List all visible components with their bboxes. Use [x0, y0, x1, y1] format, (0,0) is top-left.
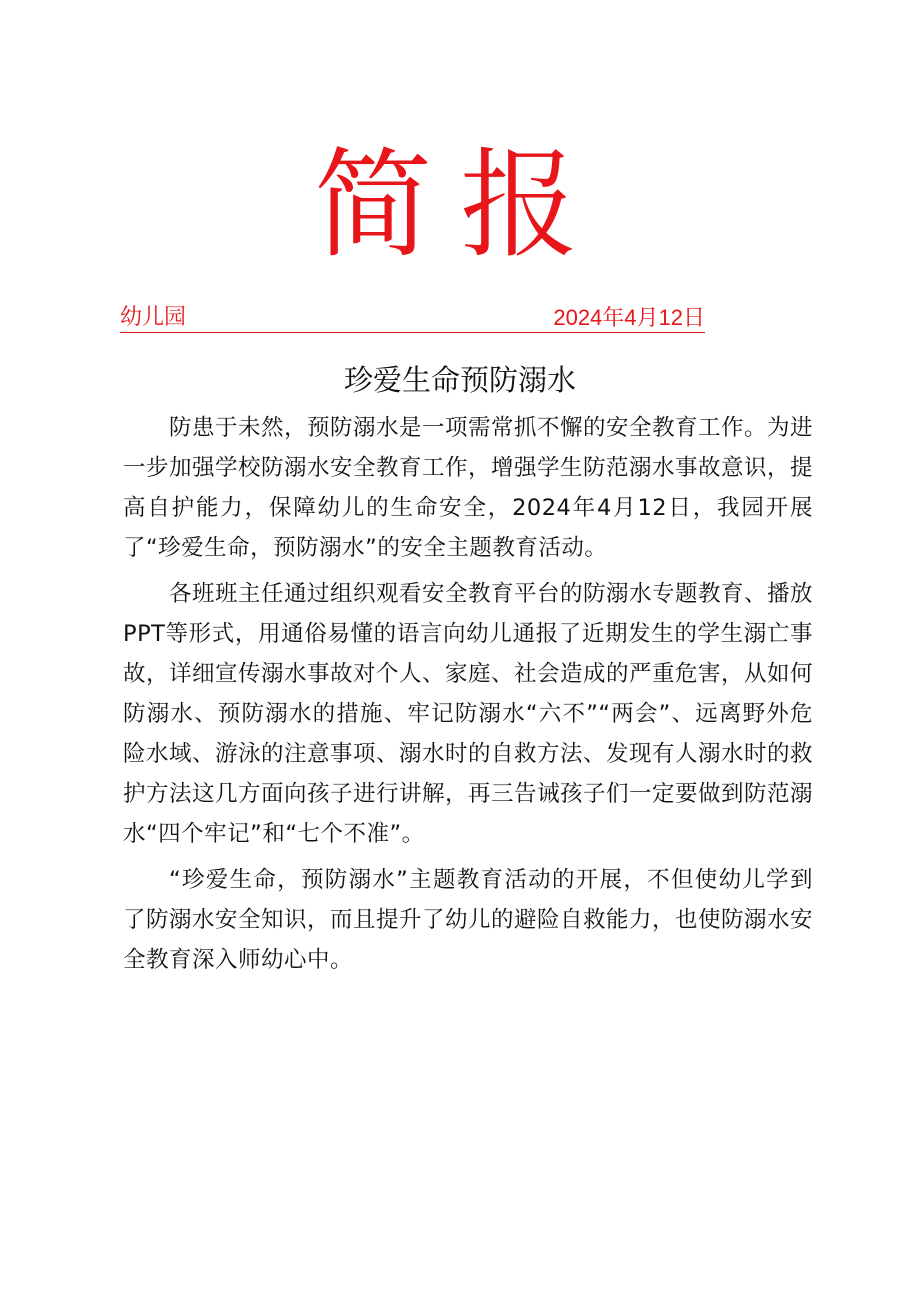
article-paragraph-1: 防患于未然，预防溺水是一项需常抓不懈的安全教育工作。为进一步加强学校防溺水安全教育工作，增强学生防范溺水事故意识，提高自护能力，保障幼儿的生命安全，2024年4月12日，我园开展了“珍爱生命，预防溺水”的安全主题教育活动。: [123, 415, 814, 561]
issue-date: 2024年4月12日: [553, 305, 705, 330]
masthead-info-bar: [120, 302, 705, 333]
article-body: [123, 408, 813, 986]
article-headline: 珍爱生命预防溺水: [343, 363, 576, 397]
article-paragraph-2: 各班班主任通过组织观看安全教育平台的防溺水专题教育、播放PPT等形式，用通俗易懂的语言向幼儿通报了近期发生的学生溺亡事故，详细宣传溺水事故对个人、家庭、社会造成的严重危害，从如何防溺水、预防溺水的措施、牢记防溺水“六不”“两会”、远离野外危险水域、游泳的注意事项、溺水时的自救方法、发现有人溺水时的救护方法这几方面向孩子进行讲解，再三告诫孩子们一定要做到防范溺水“四个牢记”和“七个不准”。: [123, 581, 814, 847]
masthead-title: 简报: [313, 136, 606, 274]
organization-name: 幼儿园: [120, 305, 187, 330]
article-paragraph-3: “珍爱生命，预防溺水”主题教育活动的开展，不但使幼儿学到了防溺水安全知识，而且提升了幼儿的避险自救能力，也使防溺水安全教育深入师幼心中。: [123, 867, 814, 973]
